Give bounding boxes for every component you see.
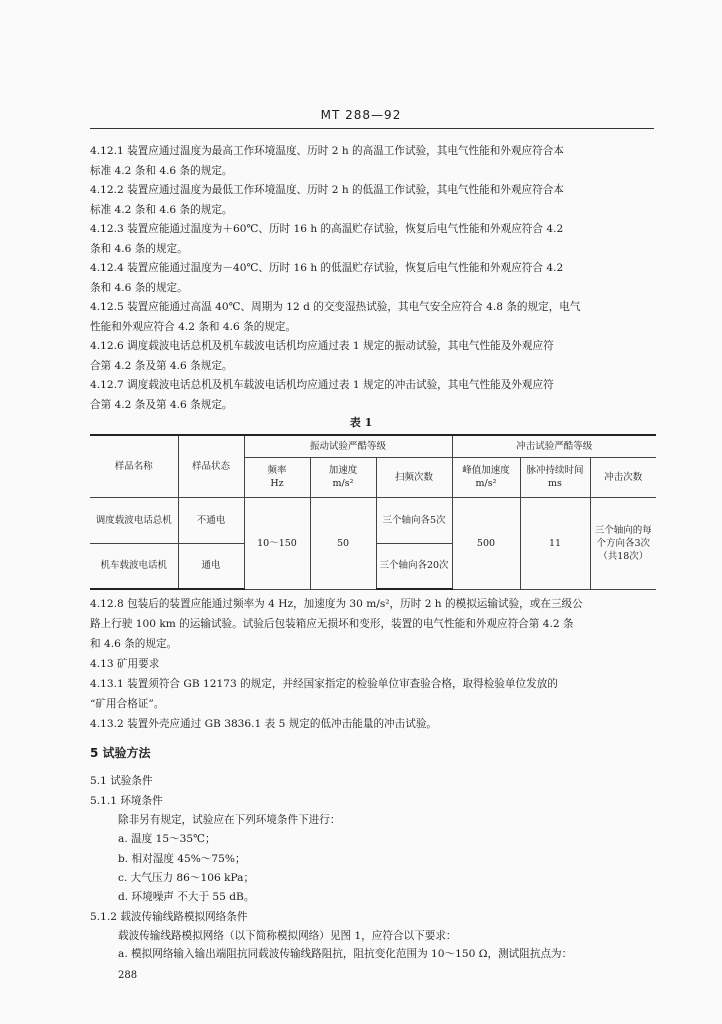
header-rule xyxy=(90,128,654,129)
table-caption: 表 1 xyxy=(349,416,373,429)
cell-shock-count: 三个轴向的每个方向各3次（共18次） xyxy=(590,497,656,589)
row1-sample-name: 调度载波电话总机 xyxy=(90,497,178,543)
clause-4-12-1-line1: 4.12.1 装置应通过温度为最高工作环境温度、历时 2 h 的高温工作试验，其电气性能和外观应符合本 xyxy=(90,145,564,157)
clause-4-12-8-line2: 路上行驶 100 km 的运输试验。试验后包装箱应无损坏和变形，装置的电气性能和外观应符合第 4.2 条 xyxy=(90,618,574,630)
cell-acceleration: 50 xyxy=(310,497,376,589)
header-shock-count: 冲击次数 xyxy=(590,457,656,497)
clause-4-13-heading: 4.13 矿用要求 xyxy=(90,658,160,670)
table-1 xyxy=(90,434,656,590)
clause-4-12-8-line3: 和 4.6 条的规定。 xyxy=(90,638,178,650)
clause-4-12-6-line1: 4.12.6 调度载波电话总机及机车载波电话机均应通过表 1 规定的振动试验，其电气性能及外观应符 xyxy=(90,340,554,352)
header-sample-state: 样品状态 xyxy=(178,435,244,497)
clause-4-12-3-line1: 4.12.3 装置应能通过温度为＋60℃、历时 16 h 的高温贮存试验，恢复后电气性能和外观应符合 4.2 xyxy=(90,223,564,235)
clause-4-12-2-line2: 标准 4.2 条和 4.6 条的规定。 xyxy=(90,204,233,216)
condition-temperature: a. 温度 15～35℃； xyxy=(118,833,216,845)
section-5-1-1-text: 除非另有规定，试验应在下列环境条件下进行： xyxy=(118,814,341,826)
standard-number-header: MT 288—92 xyxy=(320,108,402,122)
cell-peak-acceleration: 500 xyxy=(452,497,520,589)
header-sample-name: 样品名称 xyxy=(90,435,178,497)
clause-4-13-1-line1: 4.13.1 装置须符合 GB 12173 的规定，并经国家指定的检验单位审查验合格，取得检验单位发放的 xyxy=(90,678,558,690)
cell-frequency: 10～150 xyxy=(244,497,310,589)
condition-noise: d. 环境噪声 不大于 55 dB。 xyxy=(118,891,255,903)
row2-sweep-count: 三个轴向各20次 xyxy=(376,543,452,589)
clause-4-13-2: 4.13.2 装置外壳应通过 GB 3836.1 表 5 规定的低冲击能量的冲击试验。 xyxy=(90,718,438,730)
clause-4-12-1-line2: 标准 4.2 条和 4.6 条的规定。 xyxy=(90,165,233,177)
clause-4-12-5-line2: 性能和外观应符合 4.2 条和 4.6 条的规定。 xyxy=(90,321,297,333)
row1-sweep-count: 三个轴向各5次 xyxy=(376,497,452,543)
section-5-1-2-item-a: a. 模拟网络输入输出端阻抗同载波传输线路阻抗，阻抗变化范围为 10～150 Ω，测试阻抗点为： xyxy=(118,948,573,960)
clause-4-12-4-line1: 4.12.4 装置应能通过温度为－40℃、历时 16 h 的低温贮存试验，恢复后电气性能和外观应符合 4.2 xyxy=(90,262,564,274)
section-5-1-2-text: 载波传输线路模拟网络（以下简称模拟网络）见图 1，应符合以下要求： xyxy=(118,930,457,942)
section-5-1-1-heading: 5.1.1 环境条件 xyxy=(90,795,163,807)
clause-4-12-2-line1: 4.12.2 装置应通过温度为最低工作环境温度、历时 2 h 的低温工作试验，其电气性能和外观应符合本 xyxy=(90,184,564,196)
header-vibration-severity: 振动试验严酷等级 xyxy=(244,435,452,457)
header-frequency: 频率 Hz xyxy=(244,457,310,497)
section-5-1-heading: 5.1 试验条件 xyxy=(90,775,153,787)
section-5-title: 5 试验方法 xyxy=(90,746,151,760)
clause-4-12-7-line1: 4.12.7 调度载波电话总机及机车载波电话机均应通过表 1 规定的冲击试验，其电气性能及外观应符 xyxy=(90,379,554,391)
header-pulse-duration: 脉冲持续时间 ms xyxy=(520,457,590,497)
clause-4-12-7-line2: 合第 4.2 条及第 4.6 条规定。 xyxy=(90,399,233,411)
condition-humidity: b. 相对湿度 45%～75%； xyxy=(118,853,246,865)
page-number: 288 xyxy=(118,970,138,981)
row2-sample-name: 机车载波电话机 xyxy=(90,543,178,589)
clause-4-12-4-line2: 条和 4.6 条的规定。 xyxy=(90,282,188,294)
clause-4-12-3-line2: 条和 4.6 条的规定。 xyxy=(90,243,188,255)
header-acceleration: 加速度 m/s² xyxy=(310,457,376,497)
condition-pressure: c. 大气压力 86～106 kPa； xyxy=(118,872,255,884)
row1-sample-state: 不通电 xyxy=(178,497,244,543)
cell-pulse-duration: 11 xyxy=(520,497,590,589)
header-sweep-count: 扫频次数 xyxy=(376,457,452,497)
clause-4-12-8-line1: 4.12.8 包装后的装置应能通过频率为 4 Hz，加速度为 30 m/s²，历时 2 h 的模拟运输试验，或在三级公 xyxy=(90,598,583,610)
clause-4-12-5-line1: 4.12.5 装置应能通过高温 40℃、周期为 12 d 的交变湿热试验，其电气安全应符合 4.8 条的规定，电气 xyxy=(90,301,581,313)
clause-4-12-6-line2: 合第 4.2 条及第 4.6 条规定。 xyxy=(90,360,233,372)
section-5-1-2-heading: 5.1.2 载波传输线路模拟网络条件 xyxy=(90,911,248,923)
header-peak-acceleration: 峰值加速度 m/s² xyxy=(452,457,520,497)
row2-sample-state: 通电 xyxy=(178,543,244,589)
clause-4-13-1-line2: “矿用合格证”。 xyxy=(90,698,165,710)
header-shock-severity: 冲击试验严酷等级 xyxy=(452,435,656,457)
